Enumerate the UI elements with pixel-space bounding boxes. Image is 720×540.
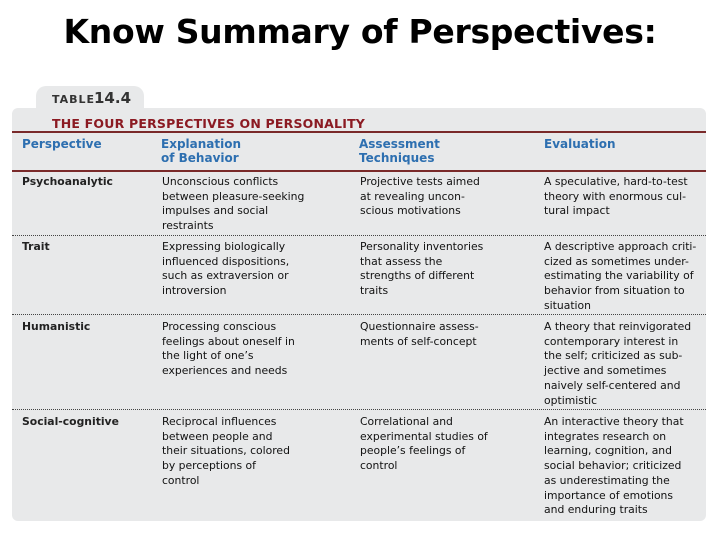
row-humanistic-explanation: Processing conscious feelings about oneself in the light of one’s experiences and needs (162, 320, 295, 378)
row-divider (12, 314, 706, 315)
slide-title: Know Summary of Perspectives: (63, 12, 657, 51)
header-assessment: Assessment Techniques (359, 137, 440, 165)
row-psychoanalytic-explanation: Unconscious conflicts between pleasure-seeking impulses and social restraints (162, 175, 305, 233)
row-social-cognitive-perspective: Social-cognitive (22, 415, 119, 428)
row-divider (12, 409, 706, 410)
row-trait-perspective: Trait (22, 240, 50, 253)
row-divider (12, 235, 706, 236)
header-evaluation: Evaluation (544, 137, 616, 151)
row-social-cognitive-explanation: Reciprocal influences between people and their situations, colored by perceptions of control (162, 415, 290, 487)
header-perspective: Perspective (22, 137, 102, 151)
header-top-rule (12, 131, 706, 133)
row-humanistic-evaluation: A theory that reinvigorated contemporary interest in the self; criticized as sub- jective and sometimes naively self-centered and optimistic (544, 320, 692, 407)
table-title: THE FOUR PERSPECTIVES ON PERSONALITY (52, 116, 366, 131)
table-tab-word: TABLE (52, 93, 96, 106)
row-trait-explanation: Expressing biologically influenced dispositions, such as extraversion or introversion (162, 240, 290, 298)
row-psychoanalytic-evaluation: A speculative, hard-to-test theory with enormous cul- tural impact (544, 175, 688, 218)
header-bottom-rule (12, 170, 706, 172)
row-humanistic-perspective: Humanistic (22, 320, 91, 333)
row-psychoanalytic-perspective: Psychoanalytic (22, 175, 113, 188)
row-trait-assessment: Personality inventories that assess the strengths of different traits (360, 240, 484, 298)
row-humanistic-assessment: Questionnaire assess- ments of self-concept (360, 320, 479, 348)
row-social-cognitive-evaluation: An interactive theory that integrates research on learning, cognition, and social behavior; criticized as underestimating the importance of emotions and enduring traits (544, 415, 684, 517)
header-explanation: Explanation of Behavior (161, 137, 242, 165)
row-social-cognitive-assessment: Correlational and experimental studies of people’s feelings of control (360, 415, 488, 473)
row-psychoanalytic-assessment: Projective tests aimed at revealing uncon- scious motivations (360, 175, 480, 218)
table-card (12, 108, 706, 521)
row-trait-evaluation: A descriptive approach criti- cized as sometimes under- estimating the variability of behavior from situation to situation (544, 240, 697, 312)
table-tab-number: 14.4 (94, 89, 132, 107)
